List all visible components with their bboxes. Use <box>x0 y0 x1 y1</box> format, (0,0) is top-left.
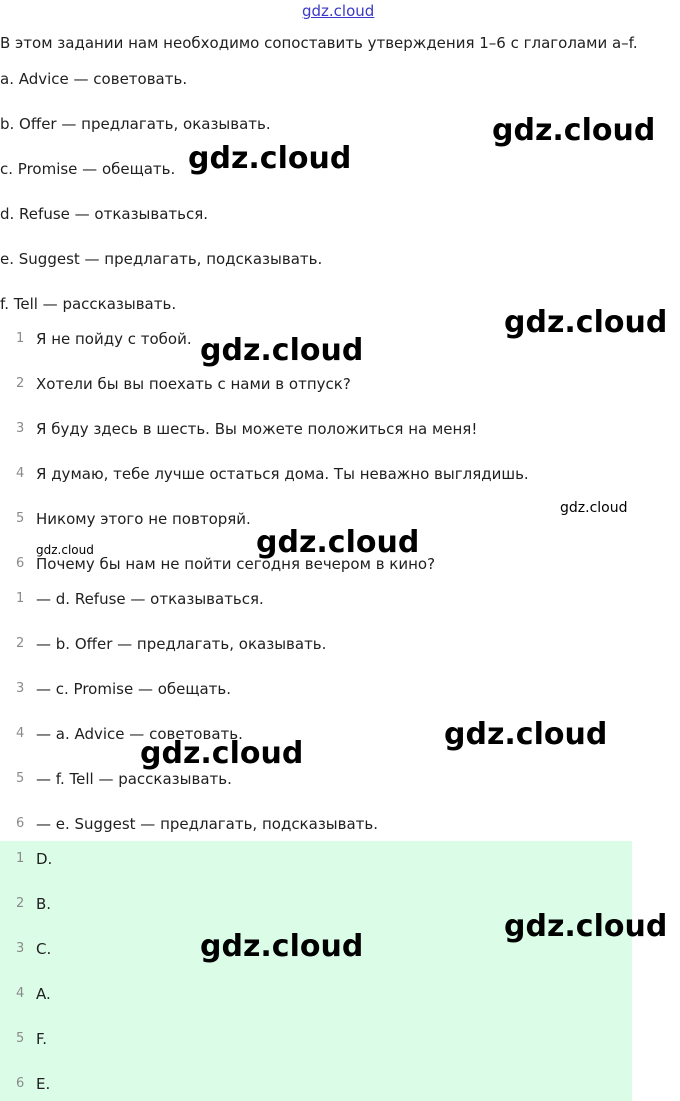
list-number: 5 <box>16 511 25 526</box>
verb-item: f. Tell — рассказывать. <box>0 295 177 313</box>
watermark: gdz.cloud <box>504 909 668 944</box>
list-number: 1 <box>16 851 25 866</box>
list-number: 1 <box>16 331 25 346</box>
statement-text: Я буду здесь в шесть. Вы можете положиться на меня! <box>36 420 478 438</box>
watermark: gdz.cloud <box>200 333 364 368</box>
list-number: 2 <box>16 636 25 651</box>
match-text: — d. Refuse — отказываться. <box>36 590 264 608</box>
intro-text: В этом задании нам необходимо сопоставить утверждения 1–6 с глаголами a–f. <box>0 34 638 52</box>
list-number: 3 <box>16 941 25 956</box>
match-text: — c. Promise — обещать. <box>36 680 232 698</box>
list-number: 4 <box>16 726 25 741</box>
verb-item: c. Promise — обещать. <box>0 160 176 178</box>
list-number: 6 <box>16 556 25 571</box>
watermark: gdz.cloud <box>560 500 628 516</box>
answer-text: D. <box>36 850 53 868</box>
answer-text: E. <box>36 1075 51 1093</box>
answer-block-background <box>0 841 632 1101</box>
watermark: gdz.cloud <box>256 525 420 560</box>
watermark: gdz.cloud <box>492 113 656 148</box>
watermark: gdz.cloud <box>200 929 364 964</box>
verb-item: e. Suggest — предлагать, подсказывать. <box>0 250 323 268</box>
answer-text: A. <box>36 985 51 1003</box>
list-number: 5 <box>16 771 25 786</box>
match-text: — f. Tell — рассказывать. <box>36 770 232 788</box>
answer-text: C. <box>36 940 52 958</box>
statement-text: Почему бы нам не пойти сегодня вечером в кино? <box>36 555 436 573</box>
verb-item: a. Advice — советовать. <box>0 70 188 88</box>
watermark: gdz.cloud <box>140 736 304 771</box>
watermark: gdz.cloud <box>504 305 668 340</box>
list-number: 3 <box>16 421 25 436</box>
watermark: gdz.cloud <box>444 717 608 752</box>
list-number: 1 <box>16 591 25 606</box>
watermark: gdz.cloud <box>188 141 352 176</box>
answer-text: F. <box>36 1030 47 1048</box>
list-number: 6 <box>16 816 25 831</box>
match-text: — a. Advice — советовать. <box>36 725 243 743</box>
statement-text: Я не пойду с тобой. <box>36 330 192 348</box>
match-text: — e. Suggest — предлагать, подсказывать. <box>36 815 379 833</box>
list-number: 2 <box>16 896 25 911</box>
verb-item: d. Refuse — отказываться. <box>0 205 209 223</box>
list-number: 5 <box>16 1031 25 1046</box>
watermark: gdz.cloud <box>36 543 94 557</box>
list-number: 2 <box>16 376 25 391</box>
answer-text: B. <box>36 895 52 913</box>
verb-item: b. Offer — предлагать, оказывать. <box>0 115 271 133</box>
statement-text: Хотели бы вы поехать с нами в отпуск? <box>36 375 351 393</box>
match-text: — b. Offer — предлагать, оказывать. <box>36 635 327 653</box>
list-number: 3 <box>16 681 25 696</box>
header-watermark: gdz.cloud <box>302 2 375 20</box>
list-number: 4 <box>16 986 25 1001</box>
list-number: 4 <box>16 466 25 481</box>
statement-text: Никому этого не повторяй. <box>36 510 251 528</box>
statement-text: Я думаю, тебе лучше остаться дома. Ты неважно выглядишь. <box>36 465 529 483</box>
list-number: 6 <box>16 1076 25 1091</box>
